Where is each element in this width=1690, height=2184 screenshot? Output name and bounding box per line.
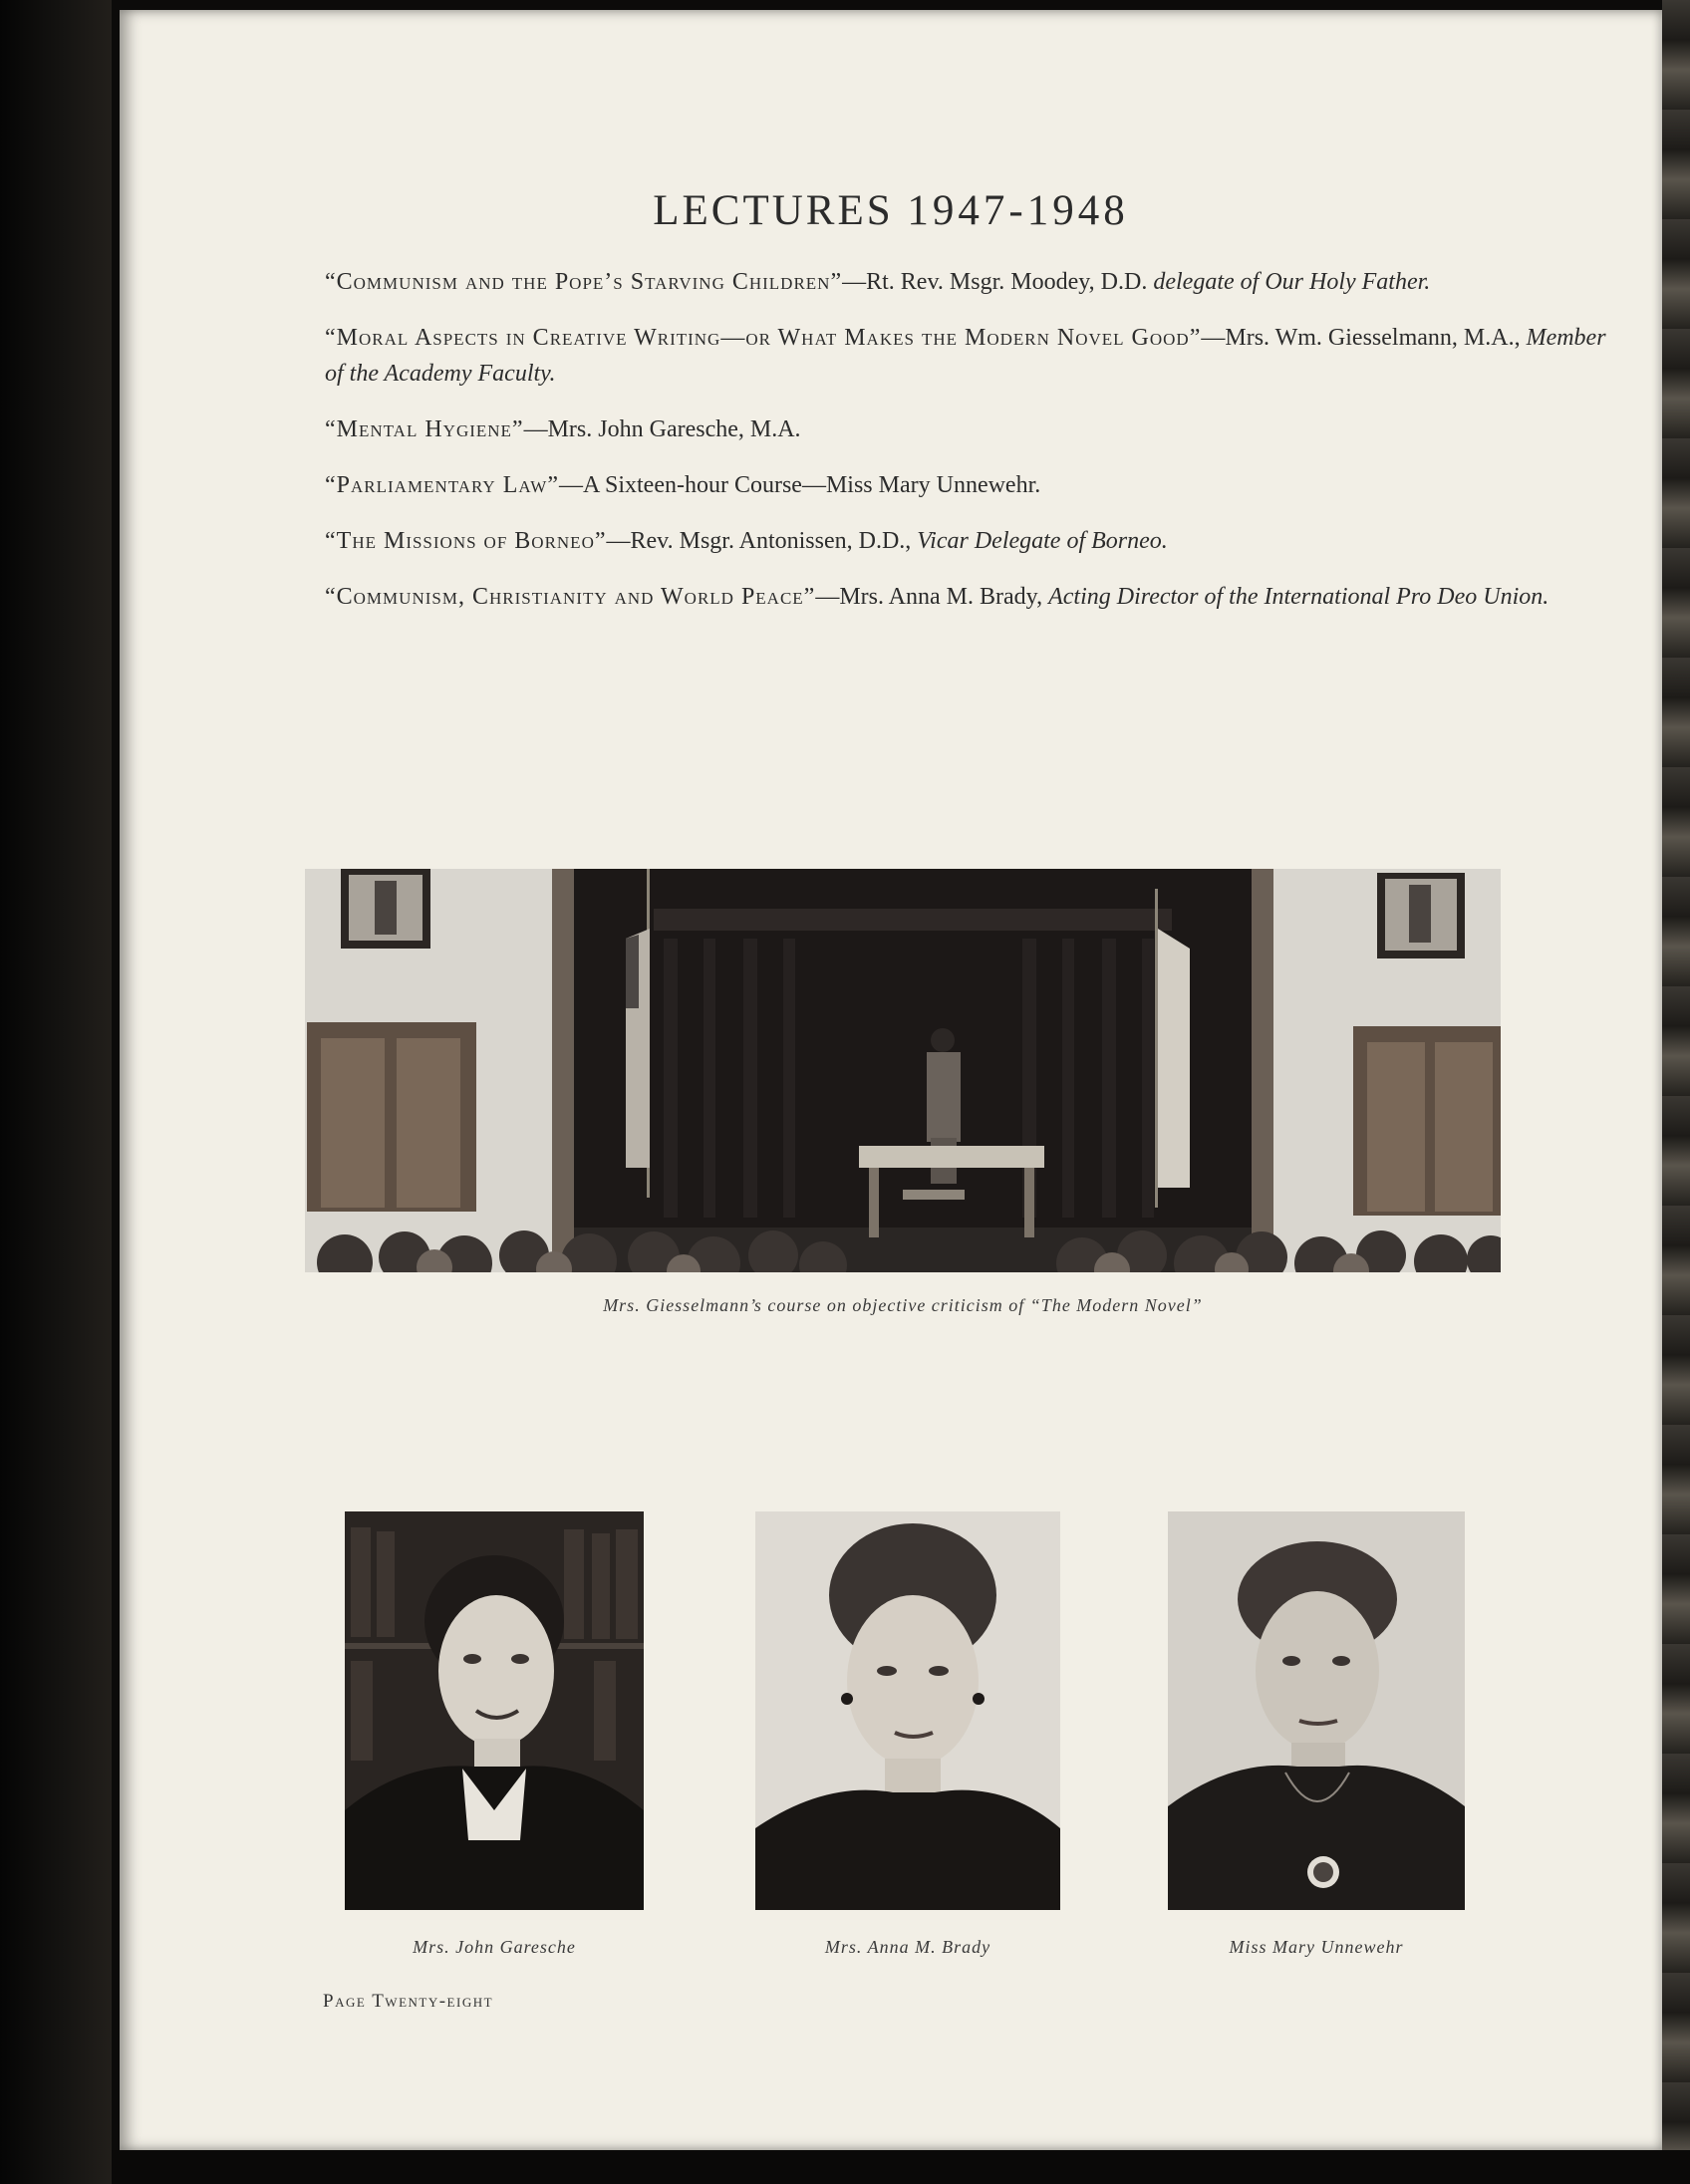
hall-photo-caption: Mrs. Giesselmann’s course on objective criticism of “The Modern Novel” [603,1295,1203,1315]
adjacent-page-edge [1662,0,1690,2184]
title-years: 1947-1948 [907,186,1129,234]
lecture-title: “Communism and the Pope’s Starving Children” [325,269,843,295]
lecture-item [325,411,1610,447]
lecture-speaker: Rev. Msgr. Antonissen, D.D., [630,528,918,554]
lecture-dash: — [815,584,840,610]
lecture-role: Acting Director of the International Pro Deo Union. [1048,584,1549,610]
portrait-photo [755,1511,1060,1910]
lecture-speaker: Rt. Rev. Msgr. Moodey, D.D. [866,269,1154,295]
lecture-dash: — [606,528,631,554]
yearbook-page [120,10,1662,2150]
lecture-title: “Communism, Christianity and World Peace” [325,584,816,610]
lecture-speaker: Mrs. Anna M. Brady, [839,584,1049,610]
lecture-item [325,467,1610,503]
portrait-caption: Mrs. John Garesche [413,1937,576,1957]
lecture-item [325,264,1610,300]
lecture-speaker: Mrs. Wm. Giesselmann, M.A., [1225,325,1527,351]
lecture-speaker: A Sixteen-hour Course—Miss Mary Unnewehr. [582,472,1041,498]
lecture-list [325,264,1610,635]
lecture-dash: — [1201,325,1226,351]
lecture-item [325,320,1610,392]
portrait-photo [345,1511,644,1910]
lecture-role: Vicar Delegate of Borneo. [917,528,1168,554]
lecture-item [325,523,1610,559]
bottom-shadow [112,2150,1690,2184]
portrait-photo [1168,1511,1465,1910]
lecture-speaker: Mrs. John Garesche, M.A. [547,416,801,442]
book-spine [0,0,112,2184]
lecture-role: Member of the Academy Faculty. [325,325,1606,387]
lecture-hall-photo [305,869,1501,1272]
lecture-dash: — [523,416,548,442]
title-word: LECTURES [653,186,894,234]
portrait-caption: Mrs. Anna M. Brady [824,1937,991,1957]
page-number-footer: Page Twenty-eight [323,1991,494,2012]
lecture-title: “Moral Aspects in Creative Writing—or What Makes the Modern Novel Good” [325,325,1202,351]
lecture-role: delegate of Our Holy Father. [1153,269,1431,295]
lecture-title: “Parliamentary Law” [325,472,559,498]
page-title [120,186,1662,235]
lecture-dash: — [842,269,867,295]
portrait-caption: Miss Mary Unnewehr [1229,1937,1404,1957]
lecture-item [325,579,1610,615]
lecture-title: “Mental Hygiene” [325,416,524,442]
lecture-dash: — [558,472,583,498]
lecture-title: “The Missions of Borneo” [325,528,607,554]
